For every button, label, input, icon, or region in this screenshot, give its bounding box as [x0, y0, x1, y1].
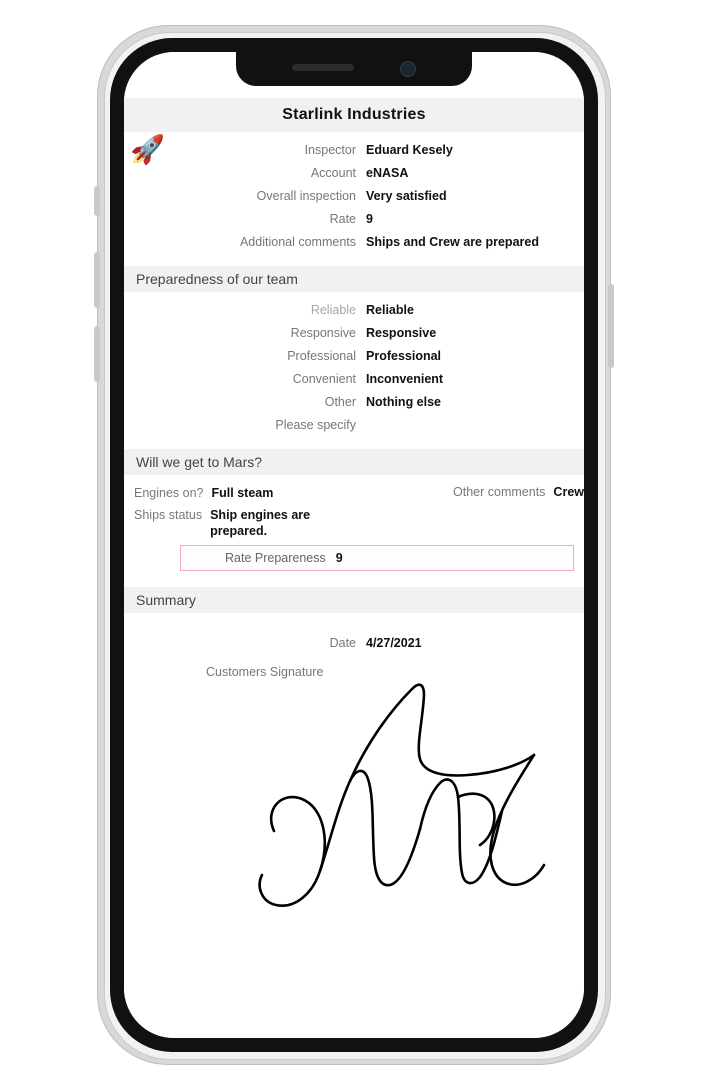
field-label: Additional comments: [239, 235, 356, 249]
rocket-icon: 🚀: [130, 134, 165, 165]
field-row-convenient: [124, 371, 584, 387]
field-row-responsive: [124, 325, 584, 341]
field-value: Ships and Crew are prepared: [366, 235, 539, 249]
section-header-summary: [124, 587, 584, 613]
form-header: [124, 98, 584, 132]
page-title: Starlink Industries: [282, 106, 426, 123]
top-fields-group: [124, 132, 584, 250]
field-value: Crew: [553, 485, 584, 499]
phone-notch: [236, 52, 472, 86]
field-value: Full steam: [211, 486, 274, 500]
field-row-date: [124, 635, 584, 651]
field-value: Eduard Kesely: [366, 143, 453, 157]
phone-screen: [124, 52, 584, 1038]
field-value: Ship engines are prepared.: [210, 508, 311, 538]
inspection-form: [124, 52, 584, 1038]
field-label: Ships status: [134, 508, 203, 522]
field-row-rate: [124, 211, 584, 227]
field-label: Rate: [329, 212, 356, 226]
field-value: Reliable: [366, 303, 414, 317]
field-label: Other comments: [453, 485, 546, 499]
power-button[interactable]: [608, 284, 614, 368]
field-value: Very satisfied: [366, 189, 447, 203]
field-row-inspector: [124, 142, 584, 158]
field-value: 9: [335, 551, 343, 565]
field-row-other-comments: [453, 485, 584, 499]
field-value: Responsive: [366, 326, 437, 340]
rate-prepareness-box[interactable]: [180, 545, 574, 571]
field-row-professional: [124, 348, 584, 364]
silent-switch-button[interactable]: [94, 186, 100, 216]
field-label: Overall inspection: [256, 189, 356, 203]
field-row-account: [124, 165, 584, 181]
field-value: eNASA: [366, 166, 409, 180]
field-label: Engines on?: [134, 486, 204, 500]
signature-area[interactable]: [124, 681, 584, 931]
volume-down-button[interactable]: [94, 326, 100, 382]
field-row-ships-status: [124, 507, 584, 539]
field-label: Date: [329, 636, 356, 650]
section-header-preparedness: [124, 266, 584, 292]
section-title: Preparedness of our team: [136, 271, 298, 287]
volume-up-button[interactable]: [94, 252, 100, 308]
section-title: Will we get to Mars?: [136, 454, 263, 470]
field-value: 4/27/2021: [366, 636, 422, 650]
field-label: Responsive: [290, 326, 356, 340]
field-value: 9: [366, 212, 373, 226]
section-title: Summary: [136, 592, 196, 608]
summary-fields-group: [124, 625, 584, 651]
field-row-overall-inspection: [124, 188, 584, 204]
field-label: Reliable: [310, 303, 356, 317]
earpiece-speaker: [292, 64, 354, 71]
signature-label: Customers Signature: [206, 665, 324, 679]
field-label: Rate Prepareness: [225, 551, 326, 565]
field-label: Account: [310, 166, 356, 180]
field-label: Inspector: [304, 143, 356, 157]
field-value: Nothing else: [366, 395, 442, 409]
field-row-other: [124, 394, 584, 410]
field-row-please-specify: [124, 417, 584, 433]
field-label: Other: [324, 395, 356, 409]
signature-drawing: [124, 681, 584, 931]
field-value: Inconvenient: [366, 372, 444, 386]
preparedness-fields-group: [124, 292, 584, 433]
mars-fields-group: [124, 475, 584, 571]
field-label: Please specify: [275, 418, 356, 432]
field-value: Professional: [366, 349, 442, 363]
front-camera-icon: [400, 61, 416, 77]
field-label: Convenient: [292, 372, 356, 386]
field-row-reliable: [124, 302, 584, 318]
field-label: Professional: [287, 349, 356, 363]
section-header-mars: [124, 449, 584, 475]
field-row-additional-comments: [124, 234, 584, 250]
